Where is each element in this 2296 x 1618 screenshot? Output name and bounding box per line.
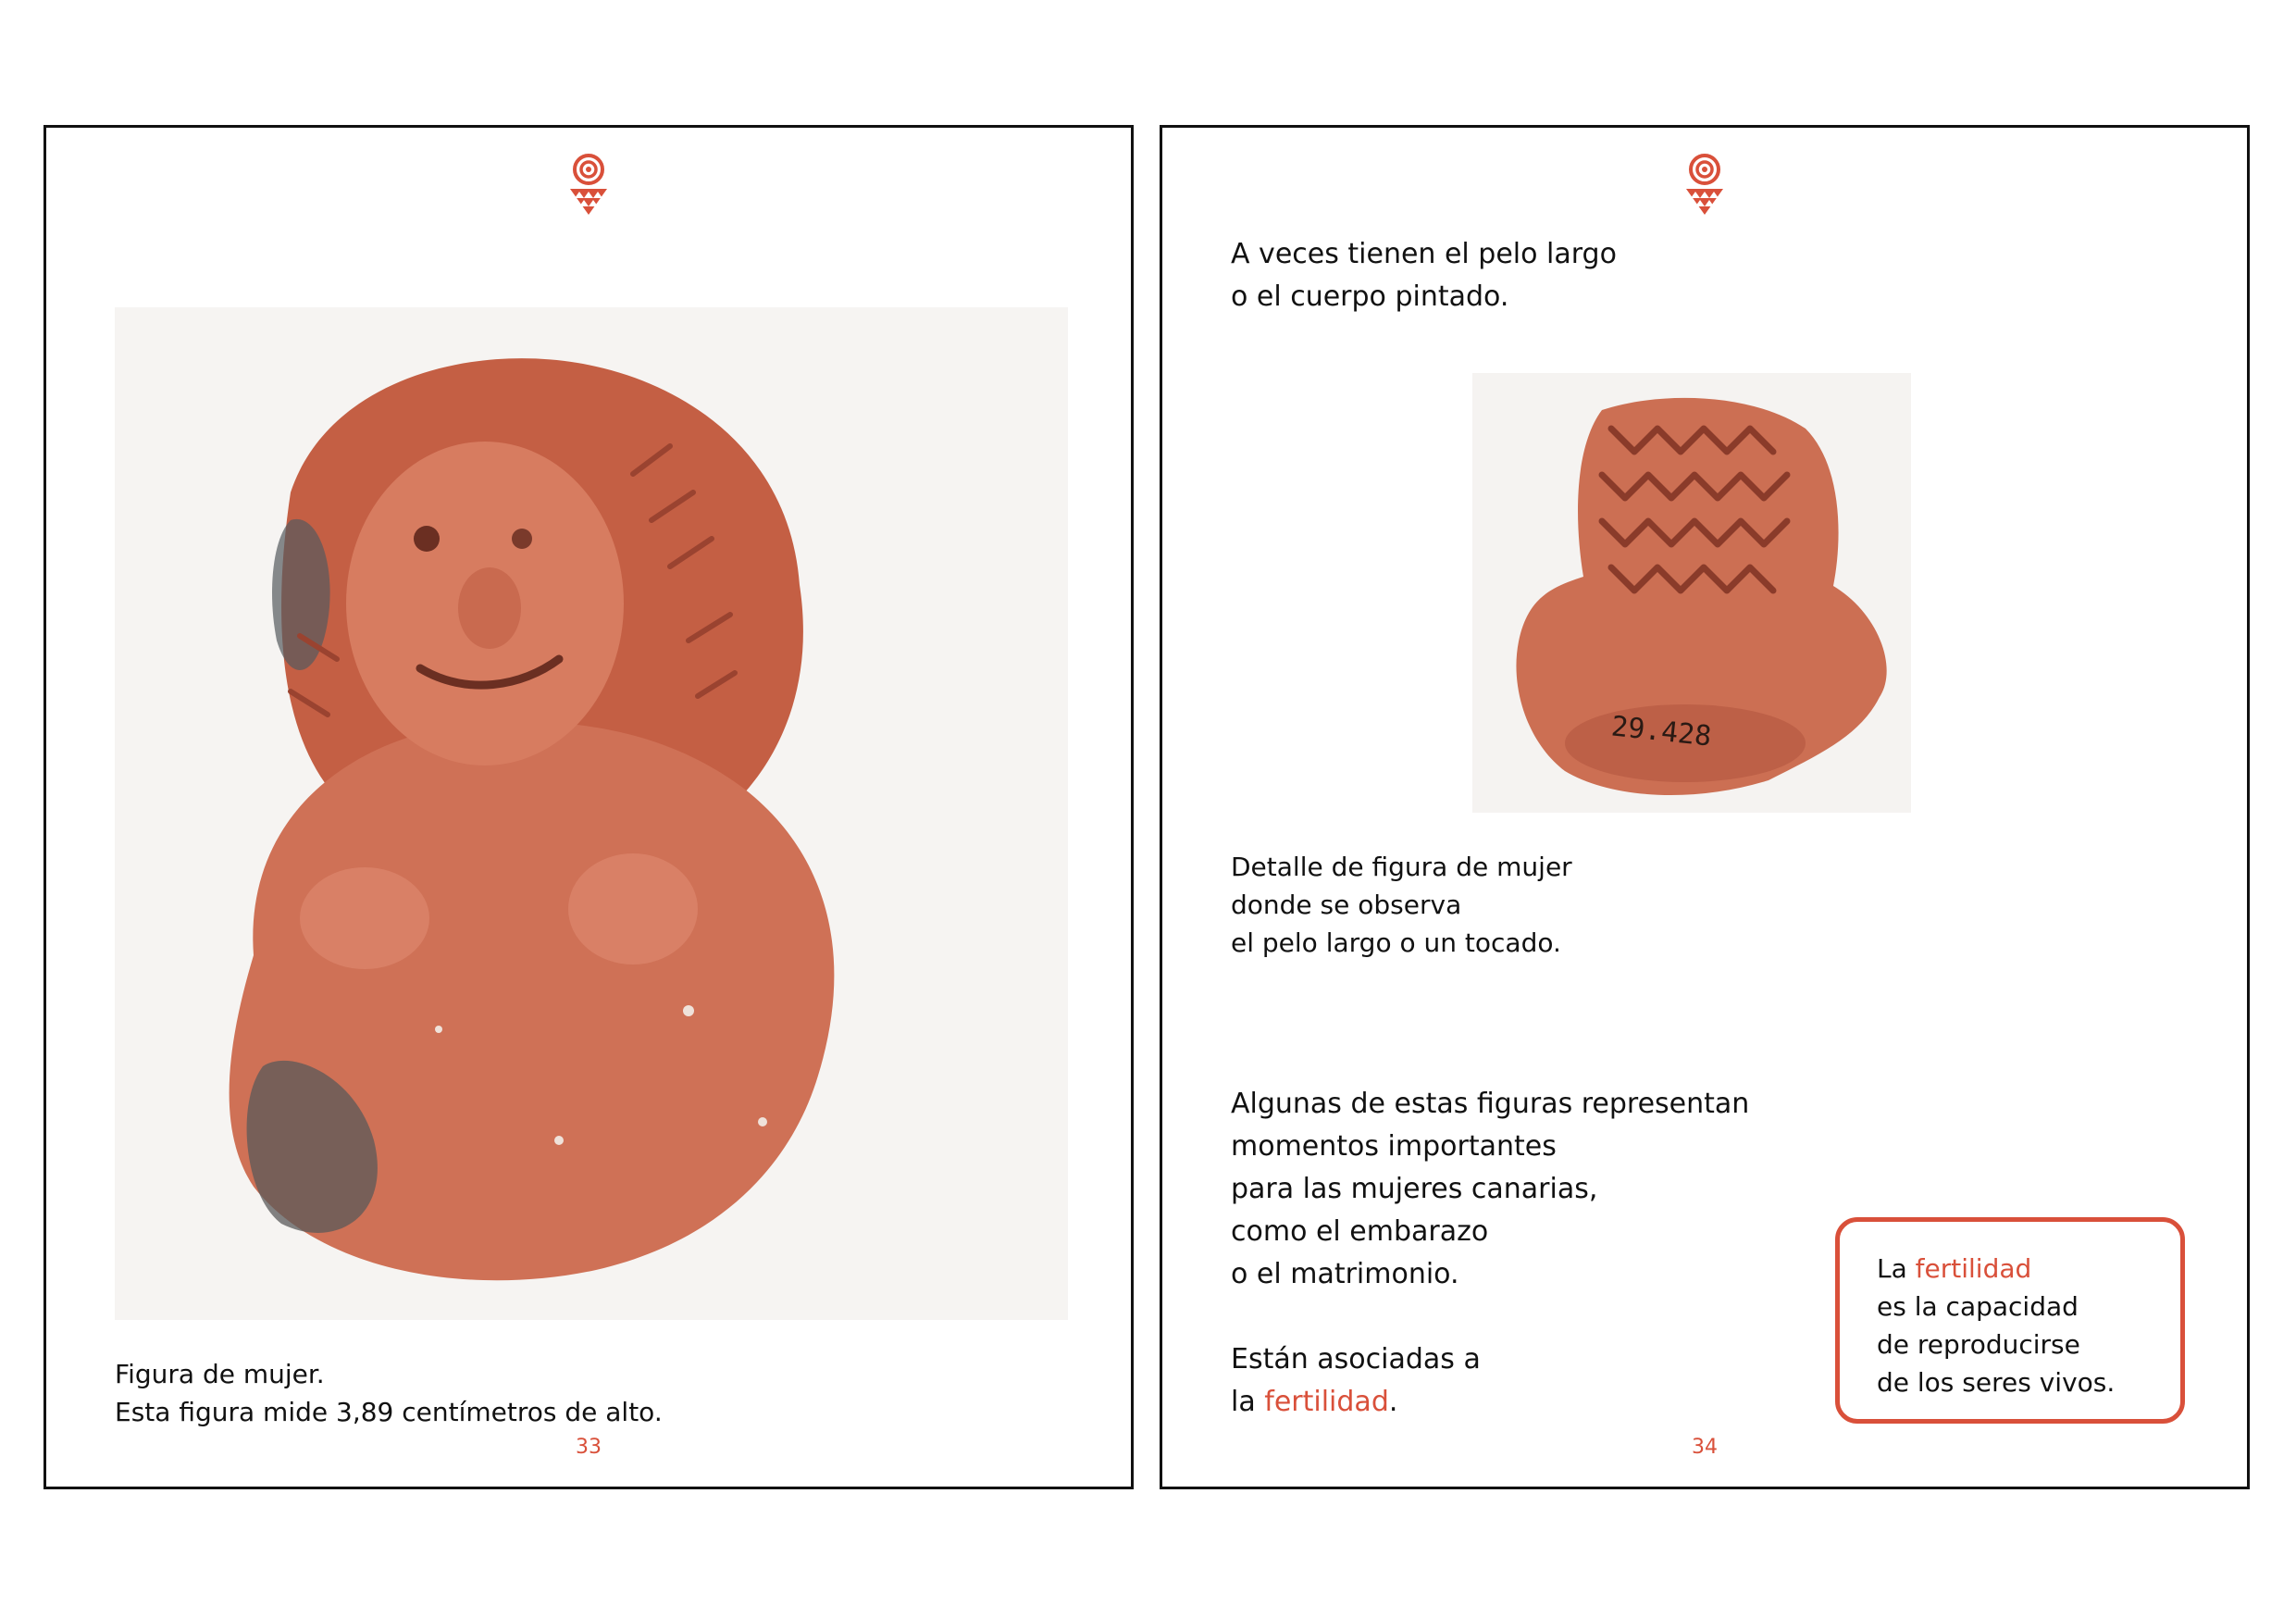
glossary-line: de reproducirse [1877,1329,2080,1360]
concentric-circle-triangles-logo-icon [568,154,609,217]
female-figurine-photo [115,307,1068,1320]
glossary-line: de los seres vivos. [1877,1367,2116,1398]
catalog-number-label: 29.428 [1609,710,1713,753]
caption-line: Detalle de figura de mujer [1231,852,1572,882]
page-left [43,125,1134,1489]
glossary-line [1877,1250,2143,1288]
glossary-term: fertilidad [1915,1253,2032,1284]
body-text [1231,1083,1749,1296]
fertility-term: fertilidad [1264,1386,1389,1418]
glossary-line: es la capacidad [1877,1291,2079,1322]
association-prefix: la [1231,1386,1265,1418]
association-text [1231,1338,1481,1424]
body-line: o el matrimonio. [1231,1258,1459,1290]
body-line: Algunas de estas figuras representan [1231,1088,1750,1120]
association-suffix: . [1388,1386,1398,1418]
page-number: 34 [1692,1436,1718,1459]
glossary-box [1835,1217,2185,1424]
intro-line: A veces tienen el pelo largo [1231,238,1617,270]
association-line: Están asociadas a [1231,1343,1481,1375]
intro-text [1231,233,1617,318]
caption-line: Esta figura mide 3,89 centímetros de alto. [115,1397,663,1427]
body-line: momentos importantes [1231,1130,1557,1163]
caption-line: Figura de mujer. [115,1359,325,1389]
figure-detail-photo [1472,373,1911,813]
page-right [1160,125,2250,1489]
concentric-circle-triangles-logo-icon [1684,154,1725,217]
intro-line: o el cuerpo pintado. [1231,280,1509,313]
association-line [1231,1381,1481,1424]
glossary-prefix: La [1877,1253,1916,1284]
body-line: para las mujeres canarias, [1231,1173,1598,1205]
detail-caption [1231,848,1572,962]
body-line: como el embarazo [1231,1215,1489,1248]
caption-line: el pelo largo o un tocado. [1231,927,1561,958]
figure-caption [115,1355,663,1431]
caption-line: donde se observa [1231,890,1462,920]
page-number: 33 [576,1436,602,1459]
